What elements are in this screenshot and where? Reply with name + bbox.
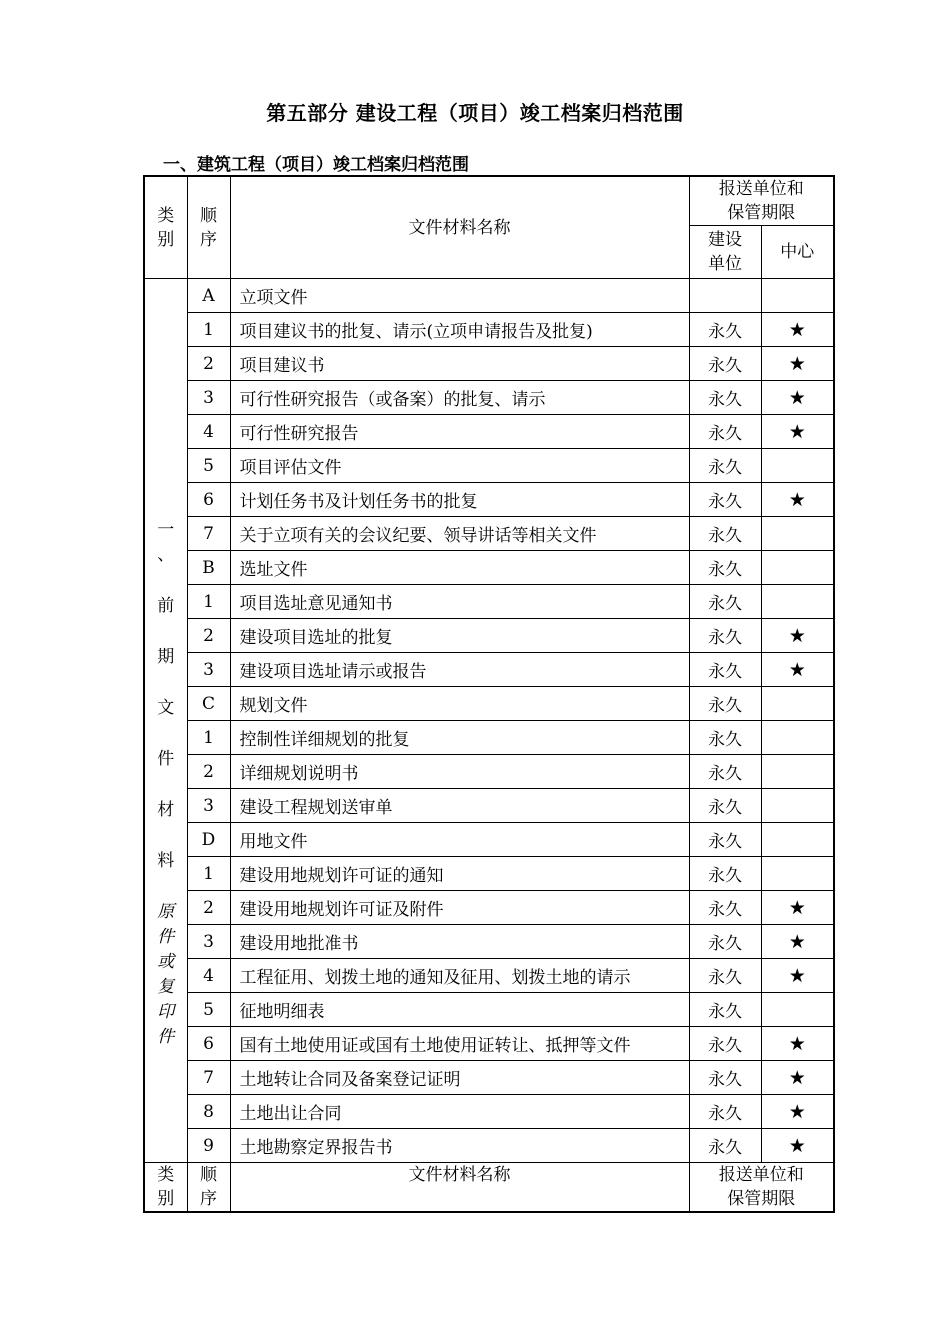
unit-retention-cell: 永久	[689, 993, 761, 1027]
table-row	[144, 755, 834, 789]
table-row	[144, 993, 834, 1027]
center-cell	[761, 517, 834, 551]
name-cell: 征地明细表	[230, 993, 689, 1027]
name-cell: 项目建议书	[230, 347, 689, 381]
table-row	[144, 347, 834, 381]
seq-cell: 5	[187, 993, 230, 1027]
table-row	[144, 721, 834, 755]
center-cell	[761, 755, 834, 789]
category-char: 、	[157, 544, 175, 565]
unit-retention-cell: 永久	[689, 585, 761, 619]
seq-cell: 7	[187, 517, 230, 551]
seq-cell: 4	[187, 959, 230, 993]
name-cell: 规划文件	[230, 687, 689, 721]
center-cell	[761, 585, 834, 619]
table-row	[144, 619, 834, 653]
seq-cell: 9	[187, 1129, 230, 1163]
unit-retention-cell: 永久	[689, 449, 761, 483]
table-row	[144, 925, 834, 959]
center-star-icon: ★	[761, 891, 834, 925]
table-row	[144, 483, 834, 517]
seq-cell: 6	[187, 1027, 230, 1061]
table-row	[144, 789, 834, 823]
center-cell	[761, 687, 834, 721]
category-note-char: 印	[157, 1001, 175, 1022]
seq-cell: 3	[187, 925, 230, 959]
unit-retention-cell	[689, 279, 761, 313]
seq-cell: A	[187, 279, 230, 313]
table-row	[144, 551, 834, 585]
document-title: 第五部分 建设工程（项目）竣工档案归档范围	[266, 101, 684, 125]
table-row	[144, 1095, 834, 1129]
name-cell: 建设项目选址请示或报告	[230, 653, 689, 687]
name-cell: 工程征用、划拨土地的通知及征用、划拨土地的请示	[230, 959, 689, 993]
header-unit: 建设 单位	[689, 226, 761, 279]
table-row	[144, 687, 834, 721]
category-char: 前	[157, 595, 175, 616]
archive-scope-table	[143, 175, 835, 1213]
name-cell: 立项文件	[230, 279, 689, 313]
name-cell: 土地转让合同及备案登记证明	[230, 1061, 689, 1095]
unit-retention-cell: 永久	[689, 517, 761, 551]
center-star-icon: ★	[761, 415, 834, 449]
unit-retention-cell: 永久	[689, 381, 761, 415]
table-row	[144, 891, 834, 925]
seq-cell: 5	[187, 449, 230, 483]
footer-seq: 顺 序	[187, 1163, 230, 1213]
center-cell	[761, 279, 834, 313]
center-star-icon: ★	[761, 381, 834, 415]
name-cell: 可行性研究报告	[230, 415, 689, 449]
unit-retention-cell: 永久	[689, 1095, 761, 1129]
seq-cell: 3	[187, 653, 230, 687]
header-center: 中心	[761, 226, 834, 279]
center-star-icon: ★	[761, 1027, 834, 1061]
seq-cell: 8	[187, 1095, 230, 1129]
category-note-char: 或	[157, 951, 175, 972]
name-cell: 详细规划说明书	[230, 755, 689, 789]
seq-cell: 4	[187, 415, 230, 449]
name-cell: 计划任务书及计划任务书的批复	[230, 483, 689, 517]
unit-retention-cell: 永久	[689, 619, 761, 653]
center-star-icon: ★	[761, 619, 834, 653]
seq-cell: 2	[187, 891, 230, 925]
unit-retention-cell: 永久	[689, 483, 761, 517]
unit-retention-cell: 永久	[689, 1061, 761, 1095]
center-cell	[761, 857, 834, 891]
center-cell	[761, 551, 834, 585]
unit-retention-cell: 永久	[689, 959, 761, 993]
center-star-icon: ★	[761, 959, 834, 993]
name-cell: 土地出让合同	[230, 1095, 689, 1129]
name-cell: 建设工程规划送审单	[230, 789, 689, 823]
seq-cell: 1	[187, 585, 230, 619]
seq-cell: 1	[187, 857, 230, 891]
name-cell: 建设用地批准书	[230, 925, 689, 959]
center-star-icon: ★	[761, 483, 834, 517]
unit-retention-cell: 永久	[689, 313, 761, 347]
center-star-icon: ★	[761, 347, 834, 381]
seq-cell: 2	[187, 619, 230, 653]
name-cell: 项目选址意见通知书	[230, 585, 689, 619]
center-star-icon: ★	[761, 313, 834, 347]
table-row	[144, 1027, 834, 1061]
seq-cell: 1	[187, 313, 230, 347]
center-cell	[761, 789, 834, 823]
seq-cell: 6	[187, 483, 230, 517]
unit-retention-cell: 永久	[689, 891, 761, 925]
table-row	[144, 959, 834, 993]
table-row	[144, 313, 834, 347]
unit-retention-cell: 永久	[689, 1027, 761, 1061]
category-char: 文	[157, 697, 175, 718]
unit-retention-cell: 永久	[689, 551, 761, 585]
table-row	[144, 415, 834, 449]
seq-cell: 2	[187, 755, 230, 789]
unit-retention-cell: 永久	[689, 721, 761, 755]
seq-cell: 7	[187, 1061, 230, 1095]
name-cell: 项目评估文件	[230, 449, 689, 483]
seq-cell: C	[187, 687, 230, 721]
name-cell: 项目建议书的批复、请示(立项申请报告及批复)	[230, 313, 689, 347]
category-char: 料	[157, 850, 175, 871]
category-note-char: 件	[157, 1026, 175, 1047]
section-heading: 一、建筑工程（项目）竣工档案归档范围	[163, 155, 469, 175]
table-row	[144, 585, 834, 619]
unit-retention-cell: 永久	[689, 925, 761, 959]
seq-cell: 1	[187, 721, 230, 755]
table-row	[144, 449, 834, 483]
seq-cell: 2	[187, 347, 230, 381]
table-row	[144, 279, 834, 313]
center-cell	[761, 721, 834, 755]
unit-retention-cell: 永久	[689, 789, 761, 823]
table-row	[144, 381, 834, 415]
category-note-char: 原	[157, 901, 175, 922]
category-char: 期	[157, 646, 175, 667]
unit-retention-cell: 永久	[689, 347, 761, 381]
category-note-char: 复	[157, 976, 175, 997]
center-star-icon: ★	[761, 1095, 834, 1129]
unit-retention-cell: 永久	[689, 653, 761, 687]
category-char: 一	[157, 519, 175, 540]
footer-category: 类 别	[144, 1163, 187, 1213]
unit-retention-cell: 永久	[689, 823, 761, 857]
header-category: 类 别	[144, 176, 187, 279]
table-row	[144, 1129, 834, 1163]
seq-cell: 3	[187, 789, 230, 823]
footer-header-row	[144, 1163, 834, 1213]
name-cell: 选址文件	[230, 551, 689, 585]
name-cell: 土地勘察定界报告书	[230, 1129, 689, 1163]
unit-retention-cell: 永久	[689, 857, 761, 891]
center-cell	[761, 449, 834, 483]
center-cell	[761, 823, 834, 857]
name-cell: 可行性研究报告（或备案）的批复、请示	[230, 381, 689, 415]
seq-cell: B	[187, 551, 230, 585]
table-row	[144, 1061, 834, 1095]
unit-retention-cell: 永久	[689, 687, 761, 721]
header-name: 文件材料名称	[230, 176, 689, 279]
category-char: 材	[157, 799, 175, 820]
unit-retention-cell: 永久	[689, 1129, 761, 1163]
seq-cell: D	[187, 823, 230, 857]
name-cell: 建设用地规划许可证及附件	[230, 891, 689, 925]
name-cell: 国有土地使用证或国有土地使用证转让、抵押等文件	[230, 1027, 689, 1061]
name-cell: 建设用地规划许可证的通知	[230, 857, 689, 891]
header-seq: 顺 序	[187, 176, 230, 279]
footer-report: 报送单位和 保管期限	[689, 1163, 834, 1213]
unit-retention-cell: 永久	[689, 755, 761, 789]
center-star-icon: ★	[761, 653, 834, 687]
table-row	[144, 857, 834, 891]
center-cell	[761, 993, 834, 1027]
category-note-char: 件	[157, 926, 175, 947]
unit-retention-cell: 永久	[689, 415, 761, 449]
name-cell: 用地文件	[230, 823, 689, 857]
center-star-icon: ★	[761, 925, 834, 959]
name-cell: 建设项目选址的批复	[230, 619, 689, 653]
name-cell: 控制性详细规划的批复	[230, 721, 689, 755]
center-star-icon: ★	[761, 1129, 834, 1163]
header-report: 报送单位和 保管期限	[689, 176, 834, 226]
category-char: 件	[157, 748, 175, 769]
table-row	[144, 823, 834, 857]
name-cell: 关于立项有关的会议纪要、领导讲话等相关文件	[230, 517, 689, 551]
table-row	[144, 517, 834, 551]
center-star-icon: ★	[761, 1061, 834, 1095]
table-row	[144, 653, 834, 687]
footer-name: 文件材料名称	[230, 1163, 689, 1213]
category-cell	[144, 279, 187, 1163]
seq-cell: 3	[187, 381, 230, 415]
